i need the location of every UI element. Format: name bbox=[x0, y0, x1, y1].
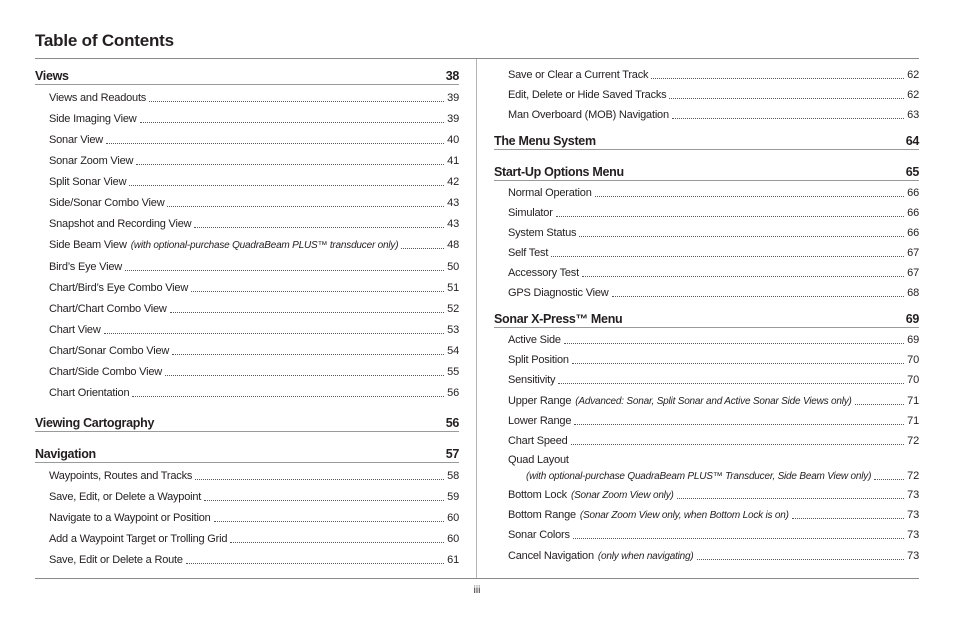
dot-leader bbox=[582, 276, 904, 277]
dot-leader bbox=[551, 256, 904, 257]
entry-page: 60 bbox=[447, 533, 459, 545]
entry-title: Accessory Test bbox=[508, 267, 579, 279]
entry-title: Active Side bbox=[508, 334, 561, 346]
toc-entry[interactable] bbox=[508, 508, 919, 522]
entry-note: (only when navigating) bbox=[597, 550, 694, 562]
toc-entry[interactable] bbox=[508, 373, 919, 387]
entry-title: Chart Orientation bbox=[49, 386, 130, 399]
toc-entry[interactable] bbox=[508, 528, 919, 542]
toc-entry[interactable] bbox=[49, 112, 459, 126]
entry-page: 51 bbox=[447, 281, 459, 294]
entry-title: Split Sonar View bbox=[49, 176, 127, 189]
toc-entry[interactable] bbox=[49, 344, 459, 358]
dot-leader bbox=[571, 444, 905, 445]
toc-entry[interactable] bbox=[508, 226, 919, 240]
toc-entry[interactable] bbox=[508, 488, 919, 502]
entry-title: Waypoints, Routes and Tracks bbox=[49, 470, 193, 482]
section-heading[interactable] bbox=[35, 445, 459, 463]
toc-entry[interactable] bbox=[49, 532, 459, 546]
toc-entry[interactable] bbox=[49, 281, 459, 295]
dot-leader bbox=[579, 236, 904, 237]
dot-leader bbox=[214, 521, 445, 522]
toc-entry[interactable] bbox=[49, 553, 459, 567]
dot-leader bbox=[401, 248, 444, 249]
entry-page: 59 bbox=[447, 491, 459, 503]
toc-entry[interactable] bbox=[49, 511, 459, 525]
entry-page: 53 bbox=[447, 323, 459, 336]
toc-entry[interactable] bbox=[508, 88, 919, 102]
toc-entry[interactable] bbox=[508, 186, 919, 200]
section-title: Viewing Cartography bbox=[35, 416, 155, 430]
dot-leader bbox=[874, 479, 904, 480]
section-title: Start-Up Options Menu bbox=[494, 165, 624, 179]
entry-title: System Status bbox=[508, 227, 577, 239]
toc-entry[interactable] bbox=[49, 469, 459, 483]
entry-page: 52 bbox=[447, 302, 459, 315]
section-page: 64 bbox=[905, 134, 919, 148]
entry-title: Upper Range bbox=[508, 394, 572, 407]
dot-leader bbox=[125, 270, 444, 271]
dot-leader bbox=[106, 143, 444, 144]
entry-page: 40 bbox=[447, 134, 459, 147]
section-title: Sonar X-Press™ Menu bbox=[494, 312, 623, 326]
toc-entry[interactable] bbox=[508, 286, 919, 300]
dot-leader bbox=[595, 196, 905, 197]
dot-leader bbox=[194, 227, 444, 228]
dot-leader bbox=[104, 333, 445, 334]
entry-title: Bottom Lock bbox=[508, 488, 567, 501]
entry-page: 72 bbox=[907, 435, 919, 447]
entry-title: Man Overboard (MOB) Navigation bbox=[508, 109, 669, 121]
toc-entry[interactable] bbox=[49, 238, 459, 252]
entry-page: 69 bbox=[907, 334, 919, 346]
entry-page: 73 bbox=[907, 488, 919, 501]
entry-title: Sonar Colors bbox=[508, 529, 570, 542]
toc-entry[interactable] bbox=[508, 394, 919, 408]
toc-entry[interactable] bbox=[49, 386, 459, 400]
section-page: 38 bbox=[445, 69, 459, 83]
column-divider bbox=[476, 59, 477, 578]
entry-title: Edit, Delete or Hide Saved Tracks bbox=[508, 89, 667, 101]
dot-leader bbox=[792, 518, 904, 519]
toc-entry[interactable] bbox=[508, 266, 919, 280]
entry-page: 71 bbox=[907, 394, 919, 407]
toc-entry[interactable] bbox=[508, 414, 919, 428]
dot-leader bbox=[612, 296, 905, 297]
section-heading[interactable] bbox=[35, 67, 459, 85]
entry-page: 43 bbox=[447, 218, 459, 231]
dot-leader bbox=[195, 479, 444, 480]
entry-title: Quad Layout bbox=[508, 454, 569, 467]
toc-entry[interactable] bbox=[49, 133, 459, 147]
dot-leader bbox=[170, 312, 444, 313]
entry-title: Split Position bbox=[508, 354, 569, 367]
entry-continuation bbox=[508, 470, 919, 483]
dot-leader bbox=[651, 78, 904, 79]
toc-entry[interactable] bbox=[508, 549, 919, 563]
dot-leader bbox=[574, 424, 904, 425]
section-page: 69 bbox=[905, 312, 919, 326]
entry-title: Chart View bbox=[49, 323, 101, 336]
toc-entry[interactable] bbox=[49, 196, 459, 210]
entry-page: 73 bbox=[907, 509, 919, 522]
entry-page: 58 bbox=[447, 470, 459, 482]
entry-page: 66 bbox=[907, 187, 919, 199]
entry-title: Chart Speed bbox=[508, 435, 568, 447]
dot-leader bbox=[186, 563, 444, 564]
entry-page: 60 bbox=[447, 512, 459, 524]
section-page: 65 bbox=[905, 165, 919, 179]
section-heading[interactable] bbox=[35, 414, 459, 432]
toc-entry[interactable] bbox=[49, 91, 459, 105]
section-page: 57 bbox=[445, 447, 459, 461]
toc-entry[interactable] bbox=[508, 108, 919, 122]
entry-title: Chart/Bird’s Eye Combo View bbox=[49, 281, 189, 294]
entry-note: (with optional-purchase QuadraBeam PLUS™ Transducer, Side Beam View only) bbox=[526, 471, 872, 483]
dot-leader bbox=[230, 542, 444, 543]
toc-entry[interactable] bbox=[508, 353, 919, 367]
dot-leader bbox=[564, 343, 904, 344]
toc-entry[interactable] bbox=[49, 154, 459, 168]
dot-leader bbox=[136, 164, 444, 165]
toc-entry[interactable] bbox=[49, 260, 459, 274]
dot-leader bbox=[204, 500, 444, 501]
entry-note: (Sonar Zoom View only) bbox=[570, 489, 674, 501]
entry-page: 73 bbox=[907, 549, 919, 562]
dot-leader bbox=[556, 216, 904, 217]
dot-leader bbox=[573, 538, 904, 539]
toc-entry[interactable] bbox=[508, 246, 919, 260]
entry-page: 66 bbox=[907, 207, 919, 219]
toc-entry[interactable] bbox=[49, 175, 459, 189]
entry-page: 61 bbox=[447, 554, 459, 566]
toc-entry[interactable] bbox=[49, 302, 459, 316]
dot-leader bbox=[129, 185, 444, 186]
entry-title: Bottom Range bbox=[508, 509, 576, 522]
page-number: iii bbox=[473, 585, 481, 596]
entry-title: Chart/Side Combo View bbox=[49, 365, 162, 378]
dot-leader bbox=[672, 118, 904, 119]
entry-note: (with optional-purchase QuadraBeam PLUS™ transducer only) bbox=[130, 240, 399, 252]
toc-entry[interactable] bbox=[508, 434, 919, 448]
dot-leader bbox=[669, 98, 904, 99]
bottom-divider bbox=[35, 578, 919, 579]
dot-leader bbox=[132, 396, 444, 397]
entry-title: Chart/Sonar Combo View bbox=[49, 344, 170, 357]
entry-page: 70 bbox=[907, 374, 919, 387]
entry-title: Chart/Chart Combo View bbox=[49, 302, 167, 315]
toc-entry[interactable] bbox=[508, 206, 919, 220]
dot-leader bbox=[855, 404, 904, 405]
entry-page: 62 bbox=[907, 69, 919, 81]
toc-entry[interactable] bbox=[508, 68, 919, 82]
entry-page: 68 bbox=[907, 287, 919, 299]
entry-title: Add a Waypoint Target or Trolling Grid bbox=[49, 533, 228, 545]
entry-page: 67 bbox=[907, 247, 919, 259]
entry-title: Self Test bbox=[508, 247, 549, 259]
dot-leader bbox=[558, 383, 904, 384]
page-title: Table of Contents bbox=[35, 31, 174, 50]
dot-leader bbox=[167, 206, 444, 207]
entry-note: (Sonar Zoom View only, when Bottom Lock is on) bbox=[579, 510, 789, 522]
entry-page: 55 bbox=[447, 365, 459, 378]
entry-page: 50 bbox=[447, 260, 459, 273]
entry-title: Sonar Zoom View bbox=[49, 155, 134, 168]
dot-leader bbox=[172, 354, 444, 355]
entry-page: 67 bbox=[907, 267, 919, 279]
entry-page: 63 bbox=[907, 109, 919, 121]
entry-title: Save, Edit or Delete a Route bbox=[49, 554, 183, 566]
entry-title: Side/Sonar Combo View bbox=[49, 197, 165, 210]
section-title: Views bbox=[35, 69, 69, 83]
toc-entry[interactable] bbox=[508, 333, 919, 347]
entry-title: Navigate to a Waypoint or Position bbox=[49, 512, 211, 524]
entry-title: Cancel Navigation bbox=[508, 549, 594, 562]
entry-page: 73 bbox=[907, 529, 919, 542]
toc-entry[interactable] bbox=[49, 365, 459, 379]
entry-page: 66 bbox=[907, 227, 919, 239]
entry-title: Normal Operation bbox=[508, 187, 592, 199]
entry-page: 39 bbox=[447, 113, 459, 126]
entry-page: 42 bbox=[447, 176, 459, 189]
dot-leader bbox=[165, 375, 444, 376]
entry-title: Simulator bbox=[508, 207, 553, 219]
dot-leader bbox=[140, 122, 445, 123]
entry-title: Sonar View bbox=[49, 134, 104, 147]
entry-title: Sensitivity bbox=[508, 374, 556, 387]
entry-page: 39 bbox=[447, 92, 459, 104]
entry-page: 72 bbox=[907, 470, 919, 483]
dot-leader bbox=[572, 363, 904, 364]
toc-entry[interactable] bbox=[49, 217, 459, 231]
toc-entry[interactable] bbox=[49, 490, 459, 504]
entry-title: GPS Diagnostic View bbox=[508, 287, 609, 299]
entry-title: Side Beam View bbox=[49, 239, 127, 252]
entry-title: Lower Range bbox=[508, 414, 572, 427]
section-page: 56 bbox=[445, 416, 459, 430]
entry-title: Side Imaging View bbox=[49, 113, 137, 126]
entry-page: 43 bbox=[447, 197, 459, 210]
dot-leader bbox=[149, 101, 444, 102]
toc-entry[interactable] bbox=[508, 454, 919, 484]
entry-page: 54 bbox=[447, 344, 459, 357]
dot-leader bbox=[697, 559, 905, 560]
entry-page: 41 bbox=[447, 155, 459, 168]
entry-note: (Advanced: Sonar, Split Sonar and Active Sonar Side Views only) bbox=[575, 395, 852, 407]
entry-title: Views and Readouts bbox=[49, 92, 147, 104]
entry-title: Snapshot and Recording View bbox=[49, 218, 192, 231]
section-heading[interactable] bbox=[494, 132, 919, 150]
section-heading[interactable] bbox=[494, 310, 919, 328]
entry-title: Save, Edit, or Delete a Waypoint bbox=[49, 491, 202, 503]
entry-title: Bird’s Eye View bbox=[49, 260, 123, 273]
entry-page: 56 bbox=[447, 386, 459, 399]
toc-entry[interactable] bbox=[49, 323, 459, 337]
entry-page: 62 bbox=[907, 89, 919, 101]
section-title: Navigation bbox=[35, 447, 96, 461]
entry-title: Save or Clear a Current Track bbox=[508, 69, 649, 81]
top-divider bbox=[35, 58, 919, 59]
entry-page: 48 bbox=[447, 239, 459, 252]
entry-page: 71 bbox=[907, 414, 919, 427]
dot-leader bbox=[677, 498, 905, 499]
section-title: The Menu System bbox=[494, 134, 596, 148]
entry-page: 70 bbox=[907, 354, 919, 367]
section-heading[interactable] bbox=[494, 163, 919, 181]
dot-leader bbox=[191, 291, 444, 292]
